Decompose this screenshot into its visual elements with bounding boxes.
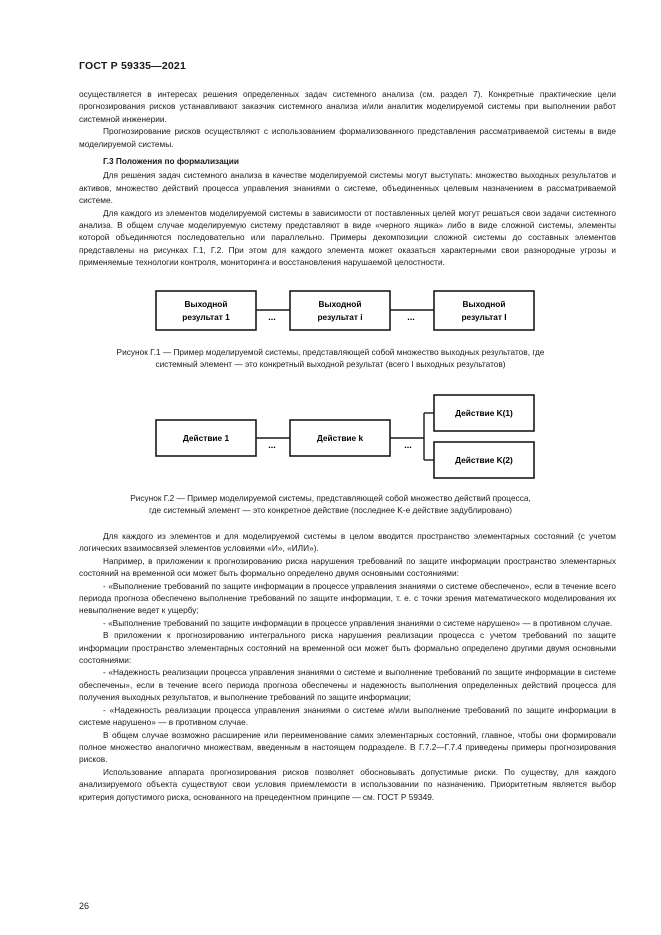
action-box-1-label: Действие 1 (182, 433, 230, 443)
figure-g1-caption (60, 346, 601, 371)
output-box-i-line1: Выходной (318, 299, 362, 309)
paragraph: В приложении к прогнозированию интегрального риска нарушения реализации процесса с учетом требований по защите информации пространство элементарных состояний на временной оси может быть формально определено другими двумя основными состояниями: (79, 630, 616, 666)
page-number: 26 (79, 901, 90, 911)
action-box-K1-label: Действие K(1) (455, 408, 513, 418)
body-text-top (79, 88, 616, 269)
list-item: - «Выполнение требований по защите информации в процессе управления знаниями о системе нарушено» — в противном случае. (103, 617, 613, 628)
paragraph: Для каждого из элементов моделируемой системы в зависимости от поставленных целей могут решаться свои задачи системного анализа. В общем случае моделируемую систему представляют в виде «черного ящика» либо в виде сложной системы, элементы которой объединяются последовательно или параллельно. Примеры декомпозиции сложной системы до составных элементов представлены на рисунках Г.1, Г.2. При этом для каждого элемента может оказаться характерными свои разнородные угрозы и применяемые технологии контроля, мониторинга и восстановления нарушаемой целостности. (79, 207, 616, 268)
section-heading: Г.3 Положения по формализации (103, 156, 239, 167)
action-box-k-label: Действие k (316, 433, 364, 443)
list-item: - «Надежность реализации процесса управления знаниями о системе и/или выполнение требований по защите информации в системе нарушено» — в противном случае. (79, 704, 616, 728)
caption-line: Рисунок Г.1 — Пример моделируемой системы, представляющей собой множество выходных результатов, где (116, 347, 545, 357)
paragraph: осуществляется в интересах решения определенных задач системного анализа (см. раздел 7). Конкретные практические цели прогнозирования рисков устанавливают заказчик системного анализа и/или аналитик моделируемой системы при выполнении работ системной инженерии. (79, 89, 616, 124)
caption-line: системный элемент — это конкретный выходной результат (всего I выходных результатов) (155, 359, 506, 370)
output-box-1-line1: Выходной (184, 299, 228, 309)
output-box-1 (156, 291, 256, 330)
paragraph: В общем случае возможно расширение или переименование самих элементарных состояний, главное, чтобы они формировали полное множество аналогично множествам, введенным в настоящем подразделе. В Г.7.2—Г.7.4 приведены примеры прогнозирования рисков. (79, 729, 616, 765)
ellipsis: ... (268, 312, 276, 322)
caption-line: Рисунок Г.2 — Пример моделируемой системы, представляющей собой множество действий процесса, (130, 493, 531, 503)
figure-g1 (0, 288, 661, 334)
output-box-i (290, 291, 390, 330)
paragraph: Для каждого из элементов и для моделируемой системы в целом вводится пространство элементарных состояний (с учетом логических взаимосвязей элементов условиями «И», «ИЛИ»). (79, 531, 616, 554)
document-header: ГОСТ Р 59335—2021 (79, 60, 187, 72)
paragraph: Использование аппарата прогнозирования рисков позволяет обосновывать допустимые риски. По существу, для каждого анализируемого объекта существуют свои условия приемлемости в использовании по назначению. Приоритетным является выбор критерия допустимого риска, основанного на прецедентном принципе — см. ГОСТ Р 59349. (79, 766, 616, 802)
output-box-I (434, 291, 534, 330)
body-text-bottom (79, 530, 616, 803)
paragraph: Прогнозирование рисков осуществляют с использованием формализованного представления рассматриваемой системы в виде моделируемой системы. (79, 126, 616, 149)
action-box-K2-label: Действие K(2) (455, 455, 513, 465)
figure-g2-caption (60, 492, 601, 517)
caption-line: где системный элемент — это конкретное действие (последнее K-е действие задублировано) (148, 505, 512, 516)
output-box-I-line1: Выходной (462, 299, 506, 309)
list-item: - «Выполнение требований по защите информации в процессе управления знаниями о системе обеспечено», если в течение всего периода прогноза обеспечено выполнение требований по защите информации, т. е. с точки зрения математического моделирования их невыполнение ведет к ущербу; (79, 580, 616, 616)
output-box-I-line2: результат I (461, 312, 507, 322)
ellipsis: ... (404, 440, 412, 450)
ellipsis: ... (268, 440, 276, 450)
ellipsis: ... (407, 312, 415, 322)
paragraph: Для решения задач системного анализа в качестве моделируемой системы могут выступать: множество выходных результатов и активов, множество действий процесса управления знаниями о системе, объединенных целевым назначением в рассматриваемой системе. (79, 170, 616, 206)
figure-g1-diagram (0, 288, 661, 334)
paragraph: Например, в приложении к прогнозированию риска нарушения требований по защите информации пространство элементарных состояний на временной оси может быть формально определено двумя основными состояниями: (79, 555, 616, 579)
list-item: - «Надежность реализации процесса управления знаниями о системе и выполнение требований по защите информации в системе обеспечены», если в течение всего периода прогноза обеспечены и надежность выполнения определенных действий процесса для получения выходных результатов, и выполнение требований по защите информации; (79, 667, 616, 703)
output-box-i-line2: результат i (317, 312, 363, 322)
figure-g2 (0, 388, 661, 484)
output-box-1-line2: результат 1 (182, 312, 230, 322)
figure-g2-diagram (0, 388, 661, 484)
